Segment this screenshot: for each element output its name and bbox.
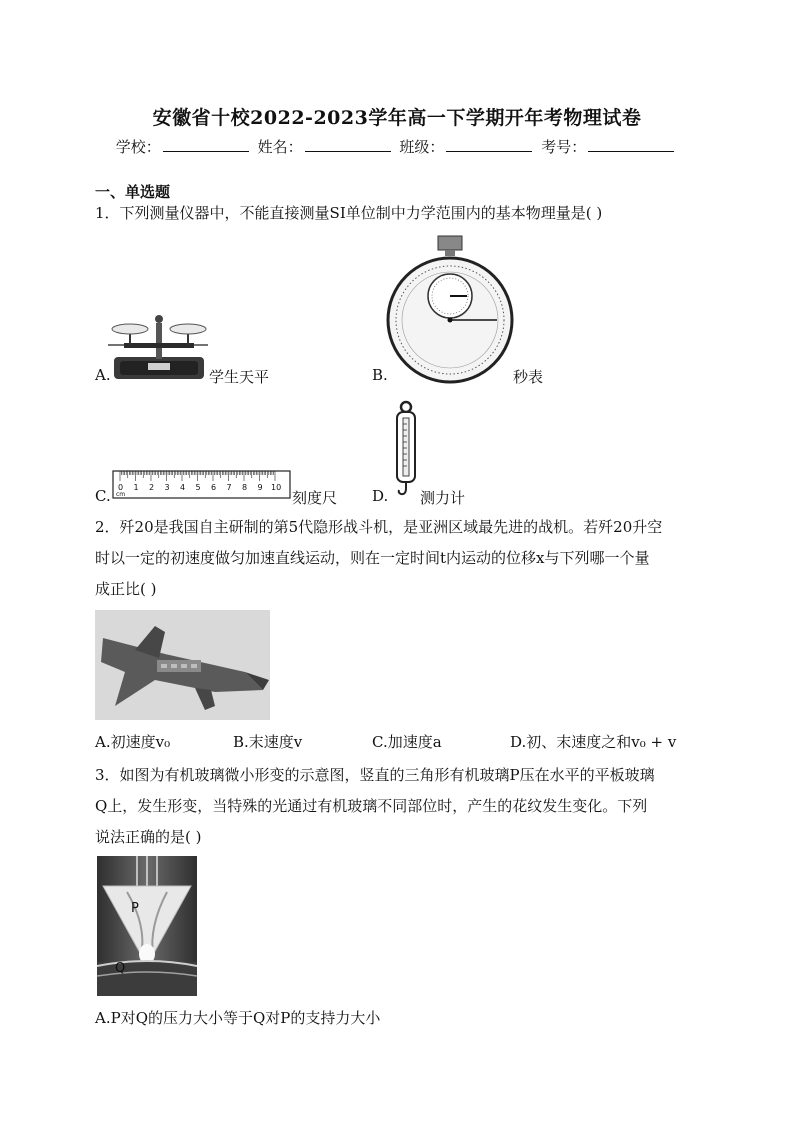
question-2-stem: 2．歼20是我国自主研制的第5代隐形战斗机，是亚洲区域最先进的战机。若歼20升空 时以一定的初速度做匀加速直线运动，则在一定时间t内运动的位移x与下列哪一个量 成正比( ) xyxy=(95,518,663,598)
q1-option-a-text: 学生天平 xyxy=(209,368,270,386)
fighter-jet-photo xyxy=(95,610,270,720)
exam-number-blank xyxy=(588,137,674,152)
ruler-label: 7 xyxy=(226,483,232,492)
q1-option-b-letter: B. xyxy=(372,366,388,384)
name-blank xyxy=(305,137,391,152)
label-q: Q xyxy=(115,961,126,976)
q1-option-c-text: 刻度尺 xyxy=(292,489,338,507)
q1-option-d-text: 测力计 xyxy=(420,489,466,507)
q1-option-b-text: 秒表 xyxy=(513,368,544,386)
ruler-label: 2 xyxy=(149,483,155,492)
class-blank xyxy=(446,137,532,152)
stopwatch-image xyxy=(385,232,515,384)
school-label: 学校： xyxy=(115,138,161,156)
ruler-label: 8 xyxy=(242,483,248,492)
exam-number-label: 考号： xyxy=(541,138,587,156)
q1-option-d-letter: D. xyxy=(372,487,389,505)
ruler-label: 5 xyxy=(195,483,201,492)
q2-option-a: A.初速度v₀ xyxy=(95,733,171,751)
ruler-label: 1 xyxy=(133,483,139,492)
ruler-label: 9 xyxy=(257,483,263,492)
q3-option-a: A.P对Q的压力大小等于Q对P的支持力大小 xyxy=(95,1009,381,1027)
ruler-label: 0 xyxy=(118,483,124,492)
balance-scale-image xyxy=(108,305,208,383)
q2-option-c: C.加速度a xyxy=(372,733,442,751)
question-3-stem: 3．如图为有机玻璃微小形变的示意图，竖直的三角形有机玻璃P压在水平的平板玻璃 Q上，发生形变，当特殊的光通过有机玻璃不同部位时，产生的花纹发生变化。下列 说法正确的是( ) xyxy=(95,766,655,846)
exam-title: 安徽省十校2022-2023学年高一下学期开年考物理试卷 xyxy=(152,107,642,129)
q1-option-c-letter: C. xyxy=(95,487,111,505)
q2-option-b: B.末速度v xyxy=(233,733,303,751)
ruler-label: 3 xyxy=(164,483,170,492)
q2-option-d: D.初、末速度之和v₀ + v xyxy=(510,733,677,751)
name-label: 姓名： xyxy=(257,138,303,156)
school-blank xyxy=(163,137,249,152)
q1-option-a-letter: A. xyxy=(95,366,111,384)
spring-scale-image xyxy=(391,400,421,500)
ruler-label: 6 xyxy=(211,483,217,492)
ruler-image xyxy=(112,470,292,500)
photoelastic-glass-photo xyxy=(97,856,197,996)
student-info-line xyxy=(0,136,794,157)
section-title: 一、单选题 xyxy=(95,183,171,201)
question-1-stem: 1．下列测量仪器中，不能直接测量SI单位制中力学范围内的基本物理量是( ) xyxy=(95,204,603,222)
ruler-unit: cm xyxy=(116,491,126,498)
ruler-label: 4 xyxy=(180,483,186,492)
class-label: 班级： xyxy=(399,138,445,156)
ruler-label: 10 xyxy=(271,483,282,492)
label-p: P xyxy=(131,901,139,916)
